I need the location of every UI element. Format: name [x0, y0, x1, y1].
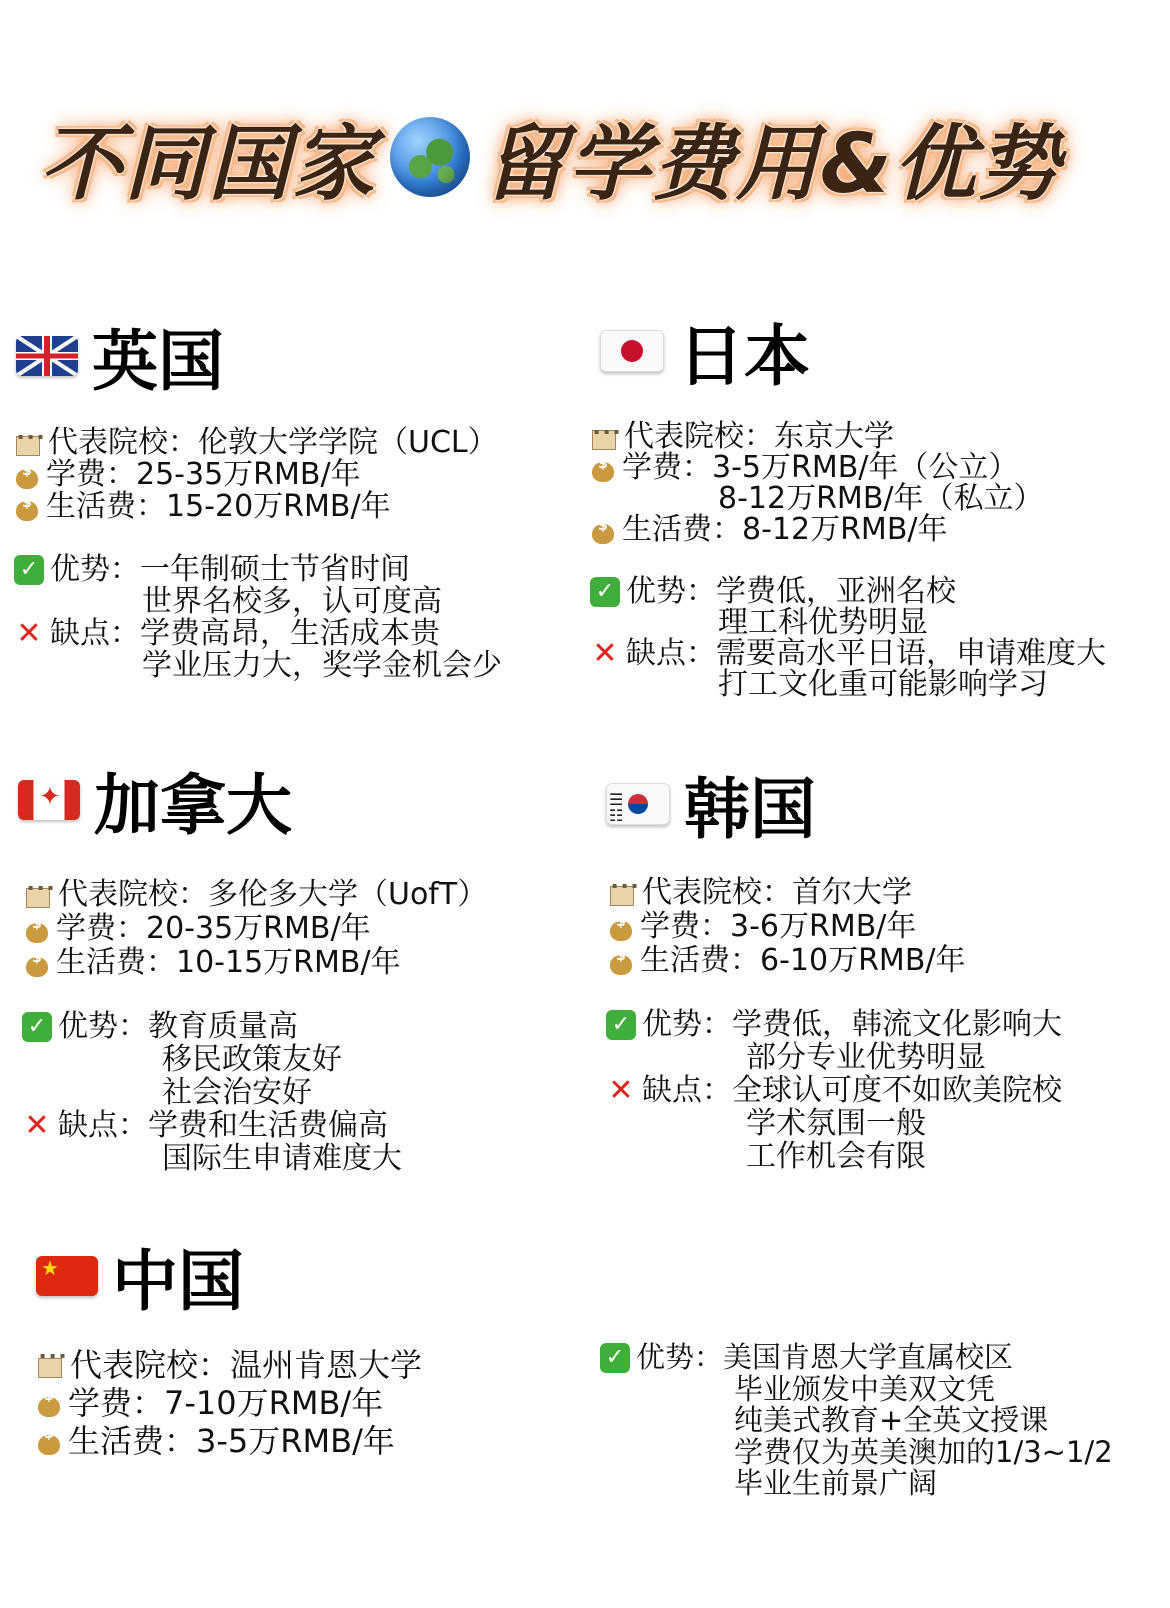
section-heading-canada [18, 752, 292, 847]
money-bag-icon [24, 915, 50, 943]
canada-tuition: 学费：20-35万RMB/年 [56, 911, 371, 946]
canada-proscons [22, 1010, 402, 1175]
canada-school: 代表院校：多伦多大学（UofT） [58, 877, 488, 912]
korea-tuition: 学费：3-6万RMB/年 [640, 909, 917, 944]
money-bag-icon [608, 947, 634, 975]
canada-cons-line [22, 1109, 402, 1142]
canada-pros-line-3 [22, 1076, 402, 1109]
school-building-icon [608, 880, 636, 906]
korea-cons-line-2 [606, 1107, 1062, 1140]
section-heading-china [36, 1228, 244, 1323]
japan-living-line [590, 514, 1044, 545]
canada-pros-line-2 [22, 1043, 402, 1076]
heading-japan: 日本 [678, 318, 810, 395]
canada-con-item: 学费和生活费偏高 [148, 1108, 388, 1143]
china-pro-item: 纯美式教育+全英文授课 [734, 1403, 1049, 1437]
cross-mark-icon: ✕ [592, 635, 618, 671]
section-heading-japan [600, 303, 810, 398]
school-building-icon [590, 424, 618, 450]
uk-school-line [14, 427, 498, 459]
uk-pros-line-2 [14, 586, 502, 618]
page-title [40, 92, 1140, 222]
korea-con-item: 全球认可度不如欧美院校 [732, 1073, 1062, 1108]
korea-tuition-line [608, 910, 966, 944]
canada-pro-item: 社会治安好 [162, 1075, 312, 1110]
korea-school-line [608, 876, 966, 910]
japan-info [590, 421, 1044, 545]
check-mark-icon: ✓ [606, 1010, 636, 1040]
japan-flag-icon [600, 330, 664, 372]
check-mark-icon: ✓ [590, 577, 620, 607]
japan-pro-item: 理工科优势明显 [718, 605, 928, 640]
globe-icon [390, 117, 470, 197]
japan-living: 生活费：8-12万RMB/年 [622, 512, 948, 547]
uk-living: 生活费：15-20万RMB/年 [46, 489, 391, 524]
japan-school-line [590, 421, 1044, 452]
japan-tuition-line [590, 452, 1044, 483]
china-living-line [36, 1422, 422, 1460]
japan-con-item: 打工文化重可能影响学习 [718, 667, 1048, 702]
check-mark-icon: ✓ [22, 1012, 52, 1042]
china-flag-icon [36, 1256, 98, 1296]
japan-tuition: 学费：3-5万RMB/年（公立） [622, 450, 1019, 485]
china-info [36, 1346, 422, 1460]
china-pros-label: 优势： [636, 1340, 724, 1374]
section-heading-uk [16, 308, 224, 403]
uk-tuition-line [14, 459, 498, 491]
china-pros-line-5 [600, 1468, 1113, 1500]
uk-con-item: 学费高昂，生活成本贵 [140, 616, 440, 651]
korea-pros-line-2 [606, 1041, 1062, 1074]
china-pro-item: 美国肯恩大学直属校区 [723, 1340, 1014, 1374]
uk-cons-label: 缺点： [50, 616, 140, 651]
money-bag-icon [36, 1389, 62, 1417]
canada-tuition-line [24, 912, 487, 946]
money-bag-icon [36, 1427, 62, 1455]
japan-tuition-private: 8-12万RMB/年（私立） [718, 481, 1044, 516]
china-living: 生活费：3-5万RMB/年 [68, 1422, 395, 1460]
japan-pros-label: 优势： [626, 574, 716, 609]
korea-cons-line [606, 1074, 1062, 1107]
japan-cons-line-2 [590, 669, 1106, 700]
money-bag-icon [608, 913, 634, 941]
china-school: 代表院校：温州肯恩大学 [70, 1346, 423, 1384]
canada-flag-icon [18, 780, 80, 820]
canada-cons-label: 缺点： [58, 1108, 148, 1143]
korea-pros-line [606, 1008, 1062, 1041]
china-pro-item: 学费仅为英美澳加的1/3~1/2 [734, 1434, 1113, 1469]
china-tuition: 学费：7-10万RMB/年 [68, 1384, 384, 1422]
heading-uk: 英国 [92, 323, 224, 400]
money-bag-icon [24, 949, 50, 977]
korea-cons-label: 缺点： [642, 1073, 732, 1108]
uk-pro-item: 世界名校多，认可度高 [142, 584, 442, 619]
check-mark-icon: ✓ [600, 1343, 630, 1373]
japan-pro-item: 学费低，亚洲名校 [716, 574, 956, 609]
money-bag-icon [14, 493, 40, 521]
title-left: 不同国家 [40, 116, 376, 212]
money-bag-icon [14, 461, 40, 489]
cross-mark-icon: ✕ [16, 616, 42, 651]
title-right: 留学费用&优势 [484, 116, 1062, 212]
china-tuition-line [36, 1384, 422, 1422]
uk-living-line [14, 491, 498, 523]
korea-proscons [606, 1008, 1062, 1173]
uk-cons-line-2 [14, 650, 502, 682]
china-pros-line [600, 1342, 1113, 1374]
japan-pros-line-2 [590, 607, 1106, 638]
japan-pros-line [590, 576, 1106, 607]
section-heading-korea [606, 756, 816, 851]
uk-pros-line [14, 554, 502, 586]
heading-korea: 韩国 [684, 771, 816, 848]
canada-pro-item: 教育质量高 [148, 1009, 298, 1044]
china-pros-line-3 [600, 1405, 1113, 1437]
canada-cons-line-2 [22, 1142, 402, 1175]
uk-cons-line [14, 618, 502, 650]
uk-tuition: 学费：25-35万RMB/年 [46, 457, 361, 492]
school-building-icon [36, 1352, 64, 1378]
korea-cons-line-3 [606, 1140, 1062, 1173]
canada-school-line [24, 878, 487, 912]
school-building-icon [24, 882, 52, 908]
uk-proscons [14, 554, 502, 682]
china-pros-line-2 [600, 1371, 1113, 1406]
korea-flag-icon [606, 783, 670, 825]
canada-living-line [24, 946, 487, 980]
china-pros-line-4 [600, 1434, 1113, 1469]
korea-living: 生活费：6-10万RMB/年 [640, 943, 966, 978]
korea-con-item: 工作机会有限 [746, 1139, 926, 1174]
canada-con-item: 国际生申请难度大 [162, 1141, 402, 1176]
japan-con-item: 需要高水平日语，申请难度大 [716, 636, 1106, 671]
cross-mark-icon: ✕ [608, 1072, 634, 1108]
uk-school: 代表院校：伦敦大学学院（UCL） [48, 425, 498, 460]
cross-mark-icon: ✕ [24, 1107, 50, 1143]
canada-pro-item: 移民政策友好 [162, 1042, 342, 1077]
korea-pro-item: 部分专业优势明显 [746, 1040, 986, 1075]
canada-pros-line [22, 1010, 402, 1043]
uk-pros-label: 优势： [50, 552, 140, 587]
check-mark-icon: ✓ [14, 555, 44, 585]
heading-canada: 加拿大 [94, 767, 292, 844]
china-pro-item: 毕业颁发中美双文凭 [734, 1371, 996, 1406]
korea-pros-label: 优势： [642, 1007, 732, 1042]
japan-tuition-line-2 [590, 483, 1044, 514]
china-school-line [36, 1346, 422, 1384]
heading-china: 中国 [112, 1243, 244, 1320]
school-building-icon [14, 430, 42, 456]
money-bag-icon [590, 516, 616, 544]
china-pro-item: 毕业生前景广阔 [734, 1466, 938, 1500]
japan-school: 代表院校：东京大学 [624, 419, 894, 454]
china-pros [600, 1342, 1113, 1500]
korea-living-line [608, 944, 966, 978]
korea-pro-item: 学费低，韩流文化影响大 [732, 1007, 1062, 1042]
korea-con-item: 学术氛围一般 [746, 1106, 926, 1141]
japan-proscons [590, 576, 1106, 700]
canada-pros-label: 优势： [58, 1009, 148, 1044]
canada-living: 生活费：10-15万RMB/年 [56, 945, 401, 980]
japan-cons-label: 缺点： [626, 636, 716, 671]
uk-flag-icon [16, 336, 78, 376]
japan-cons-line [590, 635, 1106, 671]
uk-con-item: 学业压力大，奖学金机会少 [142, 648, 502, 683]
korea-info [608, 876, 966, 978]
uk-pro-item: 一年制硕士节省时间 [140, 552, 410, 587]
korea-school: 代表院校：首尔大学 [642, 875, 912, 910]
money-bag-icon [590, 454, 616, 482]
uk-info [14, 427, 498, 523]
canada-info [24, 878, 487, 980]
